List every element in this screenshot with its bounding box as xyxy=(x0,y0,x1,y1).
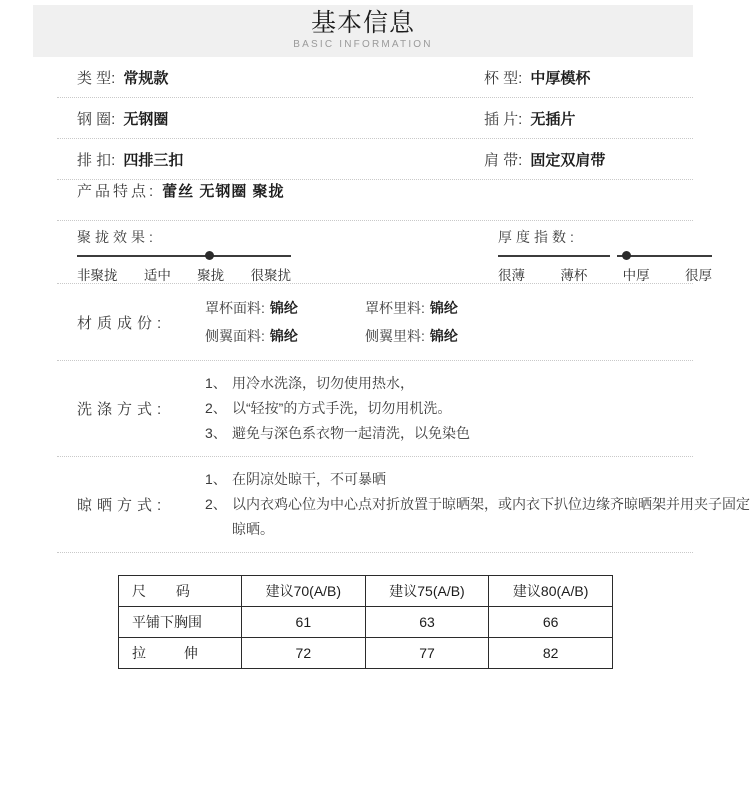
product-features-label: 产品特点: xyxy=(77,183,157,200)
slider-scale-label: 很厚 xyxy=(684,268,712,283)
slider-track-container[interactable] xyxy=(498,250,712,262)
spec-label: 类 型: xyxy=(77,69,116,87)
list-item xyxy=(205,492,750,542)
material-row xyxy=(205,294,750,322)
slider-scale xyxy=(498,264,712,284)
table-cell: 66 xyxy=(489,607,613,638)
material-wing-shell xyxy=(205,326,365,346)
size-table xyxy=(118,575,613,669)
slider-scale-label: 中厚 xyxy=(622,268,650,283)
material-composition-body xyxy=(205,284,750,360)
spec-label: 钢 圈: xyxy=(77,110,116,128)
spec-row xyxy=(0,57,750,97)
list-item-number: 2、 xyxy=(205,400,227,416)
list-item-text: 在阴凉处晾干，不可暴晒 xyxy=(232,471,386,487)
content-area xyxy=(0,57,750,669)
spec-label: 插 片: xyxy=(484,110,523,128)
slider-scale-label: 非聚拢 xyxy=(77,268,118,283)
table-header-cell: 建议80(A/B) xyxy=(489,576,613,607)
spec-cell-cup-type xyxy=(467,67,693,88)
material-value: 锦纶 xyxy=(429,328,458,344)
table-cell: 61 xyxy=(242,607,366,638)
material-composition-label: 材质成份: xyxy=(77,314,167,332)
material-value: 锦纶 xyxy=(429,300,458,316)
list-item-number: 2、 xyxy=(205,496,227,512)
washing-instructions-label: 洗涤方式: xyxy=(77,401,167,418)
spec-cell-insert xyxy=(467,108,693,129)
spec-label: 肩 带: xyxy=(484,151,523,169)
table-header-cell: 尺 码 xyxy=(119,576,242,607)
list-item xyxy=(205,421,750,446)
spec-value: 四排三扣 xyxy=(123,151,184,169)
size-table-wrapper xyxy=(0,553,750,669)
product-features-row xyxy=(0,180,750,220)
material-row xyxy=(205,322,750,350)
table-header-cell: 建议70(A/B) xyxy=(242,576,366,607)
spec-value: 中厚模杯 xyxy=(530,69,591,87)
list-item-number: 3、 xyxy=(205,425,227,441)
page-subtitle: BASIC INFORMATION xyxy=(293,39,433,50)
spec-cell-type xyxy=(57,67,467,88)
slider-knob[interactable] xyxy=(205,251,214,260)
material-value: 锦纶 xyxy=(269,300,298,316)
slider-track xyxy=(77,255,291,257)
slider-scale-label: 适中 xyxy=(143,268,171,283)
spec-cell-hooks xyxy=(57,149,467,170)
material-sub-label: 罩杯里料: xyxy=(365,300,425,316)
table-cell: 72 xyxy=(242,638,366,669)
spec-value: 固定双肩带 xyxy=(530,151,606,169)
material-cup-shell xyxy=(205,298,365,318)
material-sub-label: 侧翼里料: xyxy=(365,328,425,344)
table-row-label: 平铺下胸围 xyxy=(119,607,242,638)
rating-sliders xyxy=(0,221,750,283)
material-wing-lining xyxy=(365,326,458,346)
spec-label: 杯 型: xyxy=(484,69,523,87)
page-header-banner xyxy=(33,5,693,57)
slider-track-gap xyxy=(610,254,617,258)
list-item-text: 用冷水洗涤，切勿使用热水， xyxy=(232,375,414,391)
material-cup-lining xyxy=(365,298,458,318)
material-value: 锦纶 xyxy=(269,328,298,344)
table-row xyxy=(119,607,613,638)
spec-row xyxy=(0,98,750,138)
table-cell: 63 xyxy=(365,607,489,638)
table-row-label: 拉 伸 xyxy=(119,638,242,669)
washing-instructions-block xyxy=(0,361,750,456)
slider-track-container[interactable] xyxy=(77,250,291,262)
slider-title: 厚度指数: xyxy=(498,229,578,245)
list-item-text: 以内衣鸡心位为中心点对折放置于晾晒架，或内衣下扒位边缘齐晾晒架并用夹子固定晾晒。 xyxy=(232,496,750,537)
list-item xyxy=(205,371,750,396)
page-title: 基本信息 xyxy=(310,9,415,37)
table-cell: 77 xyxy=(365,638,489,669)
material-sub-label: 侧翼面料: xyxy=(205,328,265,344)
spec-value: 无钢圈 xyxy=(123,110,169,128)
slider-knob[interactable] xyxy=(622,251,631,260)
list-item-number: 1、 xyxy=(205,471,227,487)
table-header-cell: 建议75(A/B) xyxy=(365,576,489,607)
table-cell: 82 xyxy=(489,638,613,669)
spec-cell-straps xyxy=(467,149,693,170)
table-row xyxy=(119,638,613,669)
slider-thickness-index xyxy=(487,227,712,283)
slider-title: 聚拢效果: xyxy=(77,229,157,245)
drying-instructions-list xyxy=(205,457,750,552)
spec-row xyxy=(0,139,750,179)
slider-track xyxy=(498,255,712,257)
spec-value: 常规款 xyxy=(123,69,169,87)
material-composition-block xyxy=(0,284,750,360)
slider-scale xyxy=(77,264,291,284)
table-header-row xyxy=(119,576,613,607)
slider-push-up-effect xyxy=(77,227,487,283)
list-item xyxy=(205,467,750,492)
list-item xyxy=(205,396,750,421)
spec-value: 无插片 xyxy=(530,110,576,128)
slider-scale-label: 薄杯 xyxy=(560,268,588,283)
spec-label: 排 扣: xyxy=(77,151,116,169)
slider-scale-label: 很聚扰 xyxy=(250,268,291,283)
product-features-value: 蕾丝 无钢圈 聚拢 xyxy=(162,183,285,200)
spec-cell-underwire xyxy=(57,108,467,129)
drying-instructions-block xyxy=(0,457,750,552)
list-item-text: 以“轻按”的方式手洗，切勿用机洗。 xyxy=(232,400,452,416)
list-item-number: 1、 xyxy=(205,375,227,391)
slider-scale-label: 很薄 xyxy=(498,268,525,283)
slider-scale-label: 聚拢 xyxy=(197,268,225,283)
material-sub-label: 罩杯面料: xyxy=(205,300,265,316)
washing-instructions-list xyxy=(205,361,750,456)
list-item-text: 避免与深色系衣物一起清洗，以免染色 xyxy=(232,425,470,441)
drying-instructions-label: 晾晒方式: xyxy=(77,497,167,514)
